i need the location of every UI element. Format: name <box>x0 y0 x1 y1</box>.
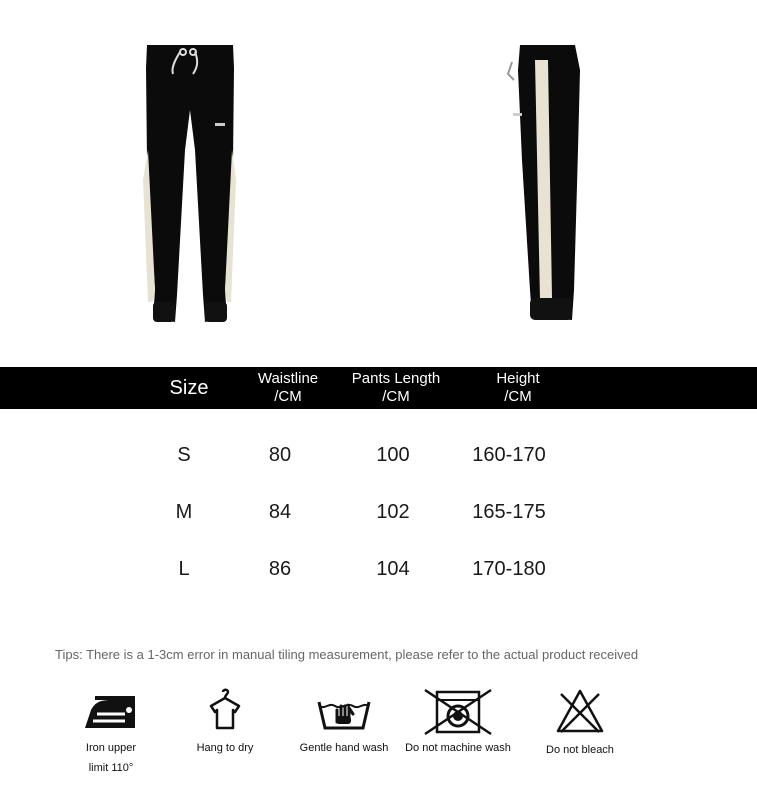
header-height <box>458 367 578 409</box>
pants-front-image <box>135 40 245 330</box>
waistline-cell: 84 <box>268 501 292 523</box>
height-cell: 165-175 <box>472 501 546 523</box>
waistline-cell: 80 <box>268 444 292 466</box>
care-no-machine-wash <box>398 688 518 758</box>
height-cell: 160-170 <box>472 444 546 466</box>
header-waistline <box>238 367 338 409</box>
care-hand-wash <box>292 688 396 758</box>
measurement-tip: Tips: There is a 1-3cm error in manual tiling measurement, please refer to the actual product received <box>55 647 639 662</box>
care-hang <box>180 688 270 758</box>
table-row <box>0 497 757 527</box>
iron-icon <box>81 688 141 732</box>
waistline-cell: 86 <box>268 558 292 580</box>
care-no-bleach <box>528 688 632 760</box>
header-size <box>139 367 239 409</box>
height-cell: 170-180 <box>472 558 546 580</box>
header-waistline-label: Waistline <box>257 370 319 387</box>
pants-length-cell: 100 <box>376 444 410 466</box>
care-no-machine-wash-label: Do not machine wash <box>405 742 511 754</box>
hand-wash-icon <box>315 688 373 732</box>
header-size-label: Size <box>169 377 209 399</box>
table-row <box>0 554 757 584</box>
table-row <box>0 440 757 470</box>
care-hand-wash-label: Gentle hand wash <box>299 742 389 754</box>
hanger-shirt-icon <box>203 688 247 732</box>
size-cell: L <box>178 558 190 580</box>
care-no-bleach-label: Do not bleach <box>546 744 614 756</box>
care-iron-label-2: limit 110° <box>88 762 134 774</box>
header-waistline-unit: /CM <box>274 388 302 405</box>
header-height-label: Height <box>496 370 540 387</box>
no-machine-wash-icon <box>423 688 493 736</box>
header-pants-length-unit: /CM <box>382 388 410 405</box>
header-height-unit: /CM <box>504 388 532 405</box>
size-cell: M <box>175 501 193 523</box>
header-pants-length-label: Pants Length <box>351 370 441 387</box>
care-iron <box>70 688 152 778</box>
pants-back-image <box>500 40 590 325</box>
pants-length-cell: 104 <box>376 558 410 580</box>
care-iron-label-1: Iron upper <box>85 742 137 754</box>
care-hang-label: Hang to dry <box>196 742 254 754</box>
header-pants-length <box>336 367 456 409</box>
no-bleach-icon <box>555 688 605 734</box>
pants-length-cell: 102 <box>376 501 410 523</box>
size-table-header <box>0 367 757 409</box>
size-cell: S <box>177 444 191 466</box>
